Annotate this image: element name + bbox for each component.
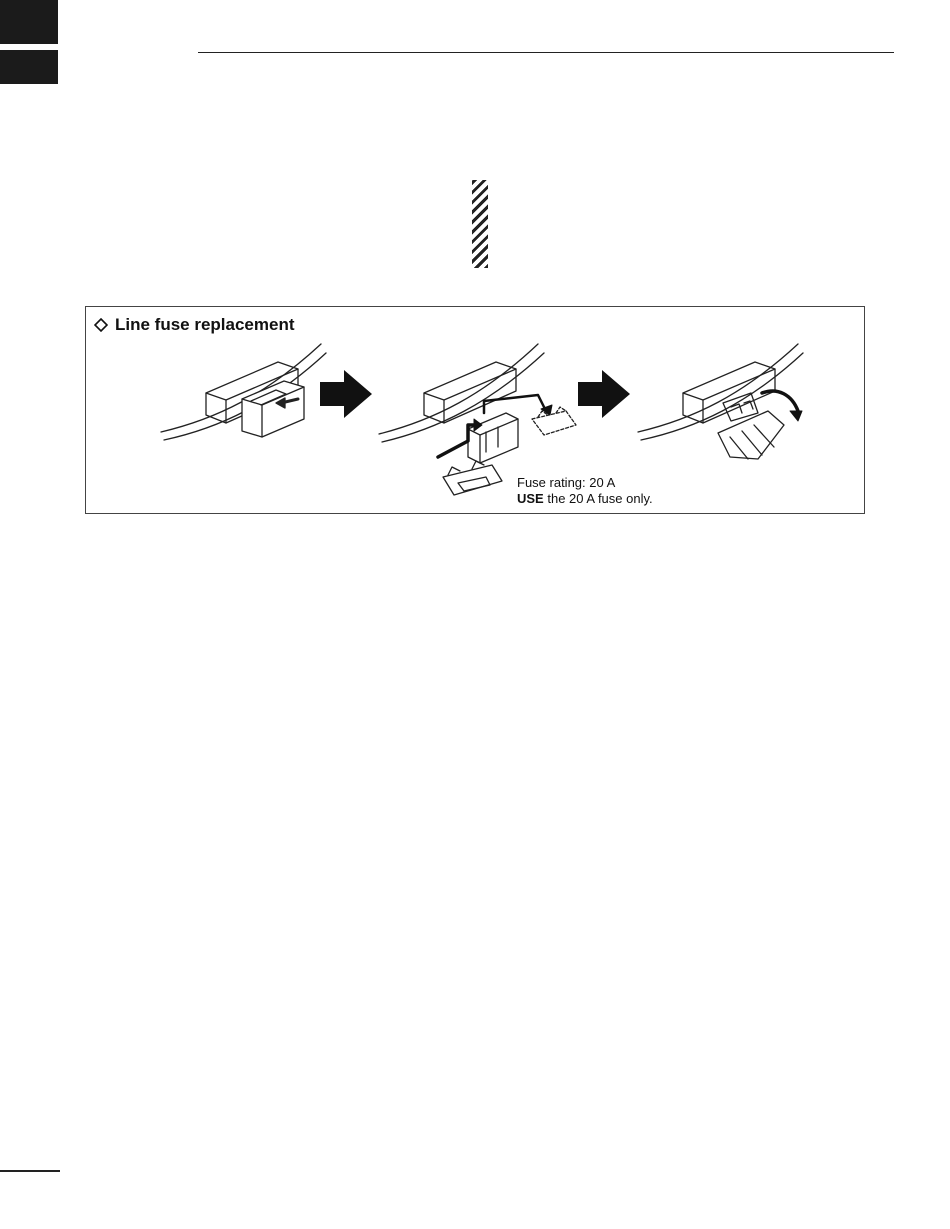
- hatched-marker: [472, 180, 488, 268]
- step-2-fuse-swap: [379, 344, 576, 495]
- step-3-holder-closing: [638, 344, 803, 459]
- fuse-use-line: [517, 491, 653, 507]
- fuse-replacement-illustration: [86, 307, 866, 515]
- header-rule: [198, 52, 894, 53]
- section-tab-upper: [0, 0, 58, 44]
- fuse-rating-line: Fuse rating: 20 A: [517, 475, 616, 490]
- fuse-use-emphasis: USE: [517, 491, 544, 506]
- right-arrow-icon: [320, 370, 372, 418]
- section-tab-lower: [0, 50, 58, 84]
- fuse-rating-note: [517, 475, 653, 507]
- footer-rule: [0, 1170, 60, 1172]
- fuse-use-rest: the 20 A fuse only.: [543, 491, 653, 506]
- line-fuse-replacement-box: [85, 306, 865, 514]
- step-1-holder-closed: [161, 344, 326, 440]
- section-title-text: Line fuse replacement: [115, 315, 295, 334]
- right-arrow-icon: [578, 370, 630, 418]
